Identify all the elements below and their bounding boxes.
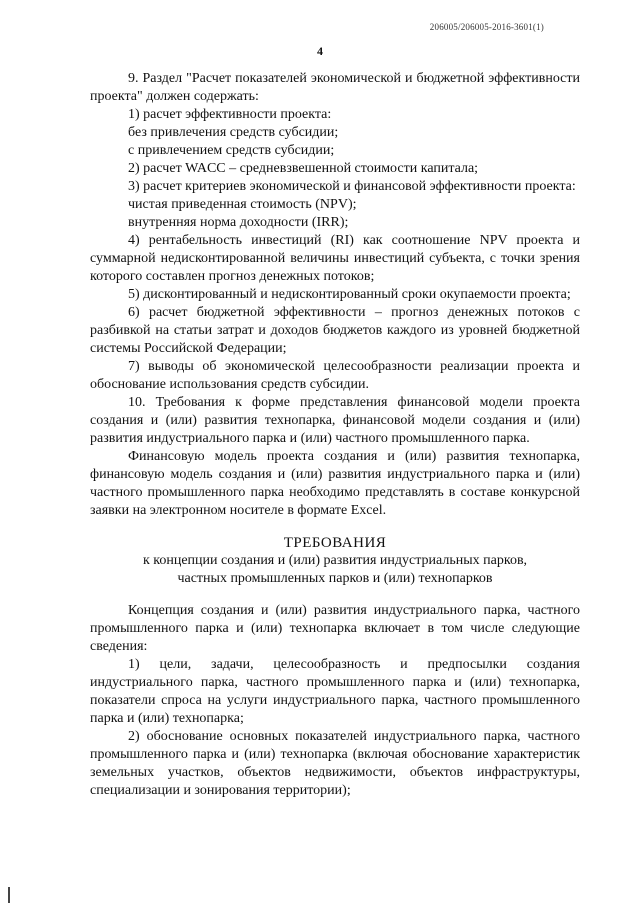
scan-edge-mark — [8, 887, 10, 903]
list-item-3: 3) расчет критериев экономической и финансовой эффективности проекта: — [128, 179, 576, 194]
concept-item-1: 1) цели, задачи, целесообразность и предпосылки создания индустриального парка, частного промышленного парка и (или) технопарка, показатели спроса на услуги индустриального парка, частного промышленного парка и (или) технопарка; — [90, 657, 580, 726]
paragraph-concept-intro: Концепция создания и (или) развития индустриального парка, частного промышленного парка и (или) технопарка включает в том числе следующие сведения: — [90, 603, 580, 654]
paragraph-financial-model: Финансовую модель проекта создания и (или) развития технопарка, финансовую модель создания и (или) развития индустриального парка и (или) частного промышленного парка необходимо представлять в составе конкурсной заявки на электронном носителе в формате Excel. — [90, 449, 580, 518]
list-item-5: 5) дисконтированный и недисконтированный сроки окупаемости проекта; — [128, 287, 571, 302]
list-item-1: 1) расчет эффективности проекта: — [128, 107, 332, 122]
sub-item-without-subsidy: без привлечения средств субсидии; — [128, 125, 339, 140]
list-item-6: 6) расчет бюджетной эффективности – прогноз денежных потоков с разбивкой на статьи затрат и доходов бюджетов каждого из уровней бюджетной системы Российской Федерации; — [90, 305, 580, 356]
list-item-2: 2) расчет WACC – средневзвешенной стоимости капитала; — [128, 161, 479, 176]
concept-item-2: 2) обоснование основных показателей индустриального парка, частного промышленного парка и (или) технопарка (включая обоснование характеристик земельных участков, объектов недвижимости, объектов инфраструктуры, специализации и зонирования территории); — [90, 729, 580, 798]
section-subtitle-line-1: к концепции создания и (или) развития индустриальных парков, — [142, 553, 528, 568]
document-id: 206005/206005-2016-3601(1) — [429, 22, 544, 32]
list-item-7: 7) выводы об экономической целесообразности реализации проекта и обоснование использования средств субсидии. — [90, 359, 580, 392]
list-item-4: 4) рентабельность инвестиций (RI) как соотношение NPV проекта и суммарной недисконтированной величины инвестиций субъекта, с точки зрения которого составлен прогноз денежных потоков; — [90, 233, 580, 284]
section-title: ТРЕБОВАНИЯ — [283, 535, 387, 551]
page-number: 4 — [317, 44, 323, 58]
sub-item-irr: внутренняя норма доходности (IRR); — [128, 215, 349, 230]
section-subtitle-line-2: частных промышленных парков и (или) технопарков — [177, 571, 493, 586]
document-body — [90, 70, 580, 800]
sub-item-npv: чистая приведенная стоимость (NPV); — [128, 197, 357, 212]
sub-item-with-subsidy: с привлечением средств субсидии; — [128, 143, 335, 158]
paragraph-item-10: 10. Требования к форме представления финансовой модели проекта создания и (или) развития технопарка, финансовой модели создания и (или) развития индустриального парка и (или) частного промышленного парка. — [90, 395, 580, 446]
paragraph-item-9: 9. Раздел "Расчет показателей экономической и бюджетной эффективности проекта" должен содержать: — [90, 71, 580, 104]
